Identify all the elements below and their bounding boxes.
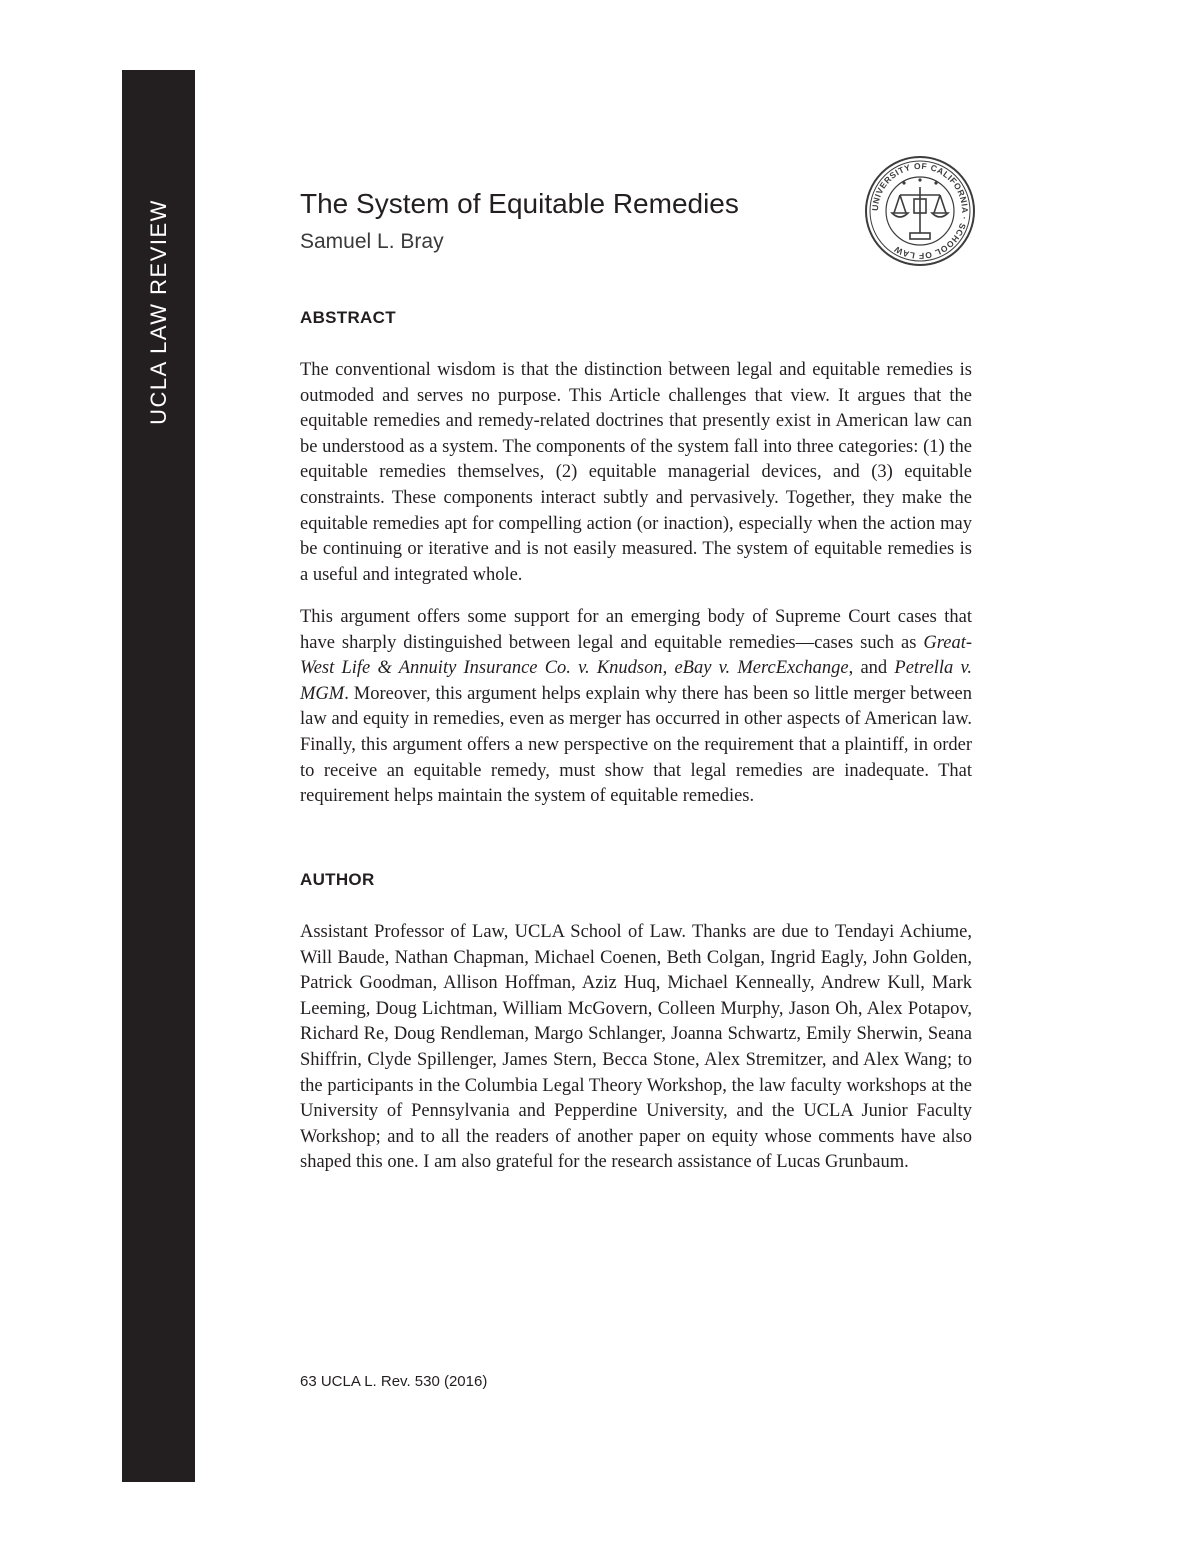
separator: , [662, 658, 675, 679]
journal-name: UCLA LAW REVIEW [146, 199, 171, 425]
abstract-paragraph-2-start: This argument offers some support for an emerging body of Supreme Court cases that have sharply distinguished between legal and equitable remedies—cases such as [300, 607, 972, 653]
abstract-paragraph-1: The conventional wisdom is that the distinction between legal and equitable remedies is outmoded and serves no purpose. This Article challenges that view. It argues that the equitable remedies and remedy-related doctrines that presently exist in American law can be understood as a system. The components of the system fall into three categories: (1) the equitable remedies themselves, (2) equitable managerial devices, and (3) equitable constraints. These components interact subtly and pervasively. Together, they make the equitable remedies apt for compelling action (or inaction), especially when the action may be continuing or iterative and is not easily measured. The system of equitable remedies is a useful and integrated whole. [300, 360, 972, 585]
abstract-heading: ABSTRACT [300, 308, 396, 327]
author-heading: AUTHOR [300, 870, 375, 889]
article-author: Samuel L. Bray [300, 230, 444, 253]
abstract-paragraph-2-end: . Moreover, this argument helps explain why there has been so little merger between law and equity in remedies, even as merger has occurred in other aspects of American law. Finally, this argument offers a new perspective on the requirement that a plaintiff, in order to receive an equitable remedy, must show that legal remedies are inadequate. That requirement helps maintain the system of equitable remedies. [300, 683, 972, 807]
seal-text: UNIVERSITY OF CALIFORNIA · SCHOOL OF LAW [869, 160, 971, 262]
scales-emblem [892, 187, 948, 239]
author-acknowledgements: Assistant Professor of Law, UCLA School of Law. Thanks are due to Tendayi Achiume, Will Baude, Nathan Chapman, Michael Coenen, Beth Colgan, Ingrid Eagly, John Golden, Patrick Goodman, Allison Hoffman, Aziz Huq, Michael Kenneally, Andrew Kull, Mark Leeming, Doug Lichtman, William McGovern, Colleen Murphy, Jason Oh, Alex Potapov, Richard Re, Doug Rendleman, Margo Schlanger, Joanna Schwartz, Emily Sherwin, Seana Shiffrin, Clyde Spillenger, James Stern, Becca Stone, Alex Stremitzer, and Alex Wang; to the participants in the Columbia Legal Theory Workshop, the law faculty workshops at the University of Pennsylvania and Pepperdine University, and the UCLA Junior Faculty Workshop; and to all the readers of another paper on equity whose comments have also shaped this one. I am also grateful for the research assistance of Lucas Grunbaum. [300, 922, 972, 1173]
separator: , and [848, 658, 895, 679]
case-name-ebay: eBay v. MercExchange [674, 658, 849, 679]
journal-citation: 63 UCLA L. Rev. 530 (2016) [300, 1373, 488, 1390]
article-title: The System of Equitable Remedies [300, 188, 739, 219]
school-of-law-seal-icon [864, 155, 976, 267]
abstract-paragraph-2 [300, 605, 972, 810]
case-name-knudson: Great-West Life & Annuity Insurance Co. v. Knudson [300, 632, 972, 679]
case-name-petrella: Petrella v. MGM [300, 658, 972, 704]
